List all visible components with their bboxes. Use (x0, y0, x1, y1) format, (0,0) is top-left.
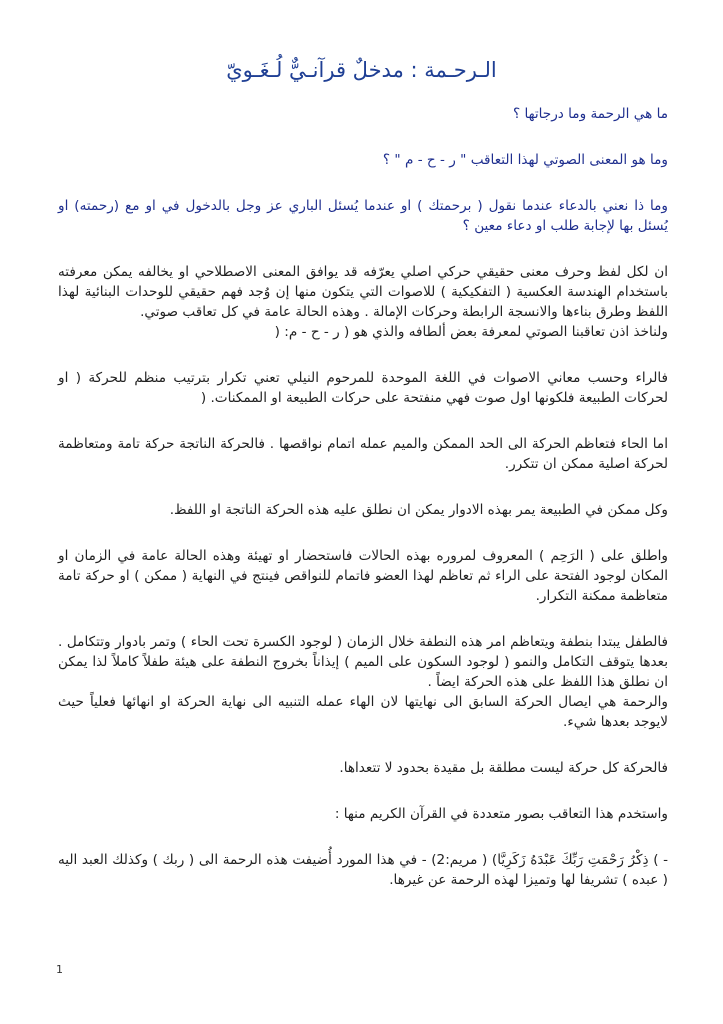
paragraph: ولناخذ اذن تعاقبنا الصوتي لمعرفة بعض ألطافه والذي هو ( ر - ح - م: ( (274, 324, 668, 340)
paragraph: فالطفل يبتدا بنطفة ويتعاظم امر هذه النطفة خلال الزمان ( لوجود الكسرة تحت الحاء ) وتمر بادوار وتتكامل . بعدها يتوقف التكامل والنمو ( لوجود السكون على الميم ) إيذاناً بخروج النطفة على هيئة طفلاً كاملاً لذا يمكن ان نطلق هذا اللفظ على هذه الحركة ايضاً . (58, 634, 668, 690)
document-title: الـرحـمة : مدخلٌ قرآنـيٌّ لُـغَـويّ (226, 58, 497, 82)
page-number: 1 (56, 963, 63, 976)
paragraph: والرحمة هي ايصال الحركة السابق الى نهايتها لان الهاء عمله التنبيه الى نهاية الحركة او انهائها فعلياً حيث لايوجد بعدها شيء. (58, 694, 668, 730)
paragraph: اما الحاء فتعاظم الحركة الى الحد الممكن والميم عمله اتمام نواقصها . فالحركة الناتجة حركة تامة ومتعاظمة لحركة اصلية ممكن ان تتكرر. (58, 436, 668, 472)
paragraph: - ) ذِكْرُ رَحْمَتِ رَبِّكَ عَبْدَهُ زَكَرِيَّا) ( مريم:2) - في هذا المورد أُضيفت هذه الرحمة الى ( ربك ) وكذلك العبد اليه ( عبده ) تشريفا لها وتميزا لهذه الرحمة عن غيرها. (58, 852, 669, 888)
paragraph: وكل ممكن في الطبيعة يمر بهذه الادوار يمكن ان نطلق عليه هذه الحركة الناتجة او اللفظ. (169, 502, 668, 518)
paragraph: فالراء وحسب معاني الاصوات في اللغة الموحدة للمرحوم النيلي تعني تكرار بترتيب منظم للحركة ( او لحركات الطبيعة فلكونها اول صوت فهي منفتحة على حركات الطبيعة او الممكنات. ( (58, 370, 668, 406)
paragraph: ان لكل لفظ وحرف معنى حقيقي حركي اصلي يعرّفه قد يوافق المعنى الاصطلاحي او يخالفه يمكن معرفته باستخدام الهندسة العكسية ( التفكيكية ) للاصوات التي يتكون منها إن وُجد فهم حقيقي للوحدات البنائية لهذا اللفظ وطرق بناءها والانسجة الرابطة وحركات الإمالة . وهذه الحالة عامة في كل تعاقب صوتي. (58, 264, 668, 320)
question-1: ما هي الرحمة وما درجاتها ؟ (512, 106, 668, 122)
paragraph: واطلق على ( الرَحِم ) المعروف لمروره بهذه الحالات فاستحضار او تهيئة وهذه الحالة عامة في الزمان او المكان لوجود الفتحة على الراء ثم تعاظم لهذا العضو فاتمام للنواقص فينتج في النهاية ( ممكن ) او حركة تامة متعاظمة ممكنة التكرار. (58, 548, 668, 604)
document-body (58, 104, 668, 890)
question-3: وما ذا نعني بالدعاء عندما نقول ( برحمتك ) او عندما يُسئل الباري عز وجل بالدخول في او مع (رحمته) او يُسئل بها لإجابة طلب او دعاء معين ؟ (58, 198, 668, 234)
paragraph: واستخدم هذا التعاقب بصور متعددة في القرآن الكريم منها : (334, 806, 668, 822)
paragraph: فالحركة كل حركة ليست مطلقة بل مقيدة بحدود لا تتعداها. (339, 760, 668, 776)
question-2: وما هو المعنى الصوتي لهذا التعاقب " ر - ح - م " ؟ (382, 152, 668, 168)
